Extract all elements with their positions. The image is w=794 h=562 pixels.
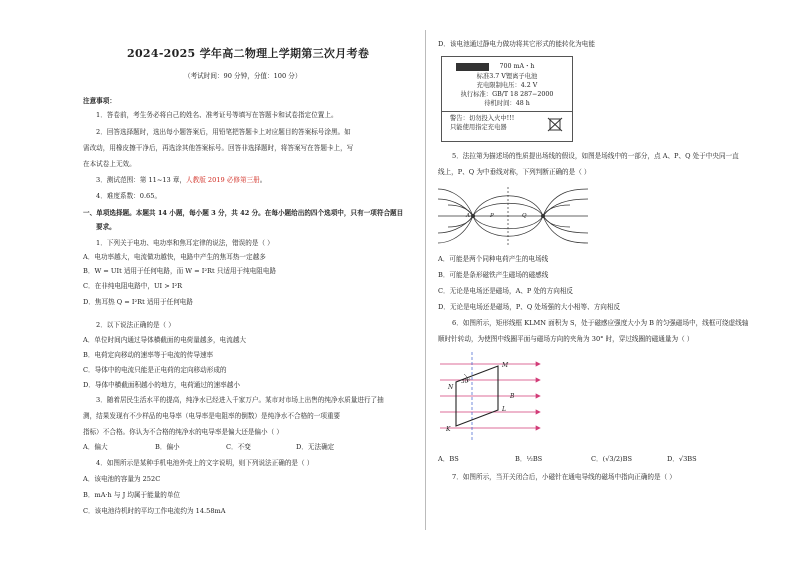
q4-option-b: B．mA·h 与 J 均属于能量的单位 xyxy=(83,491,181,499)
section1-heading: 一、单项选择题。本题共 14 小题，每小题 3 分，共 42 分。在每小题给出的四个选项中，只有一项符合题目 xyxy=(83,209,404,217)
q1-option-d: D．焦耳热 Q = I²Rt 适用于任何电路 xyxy=(83,298,193,306)
q3-line1: 3．随着居民生活水平的提高，纯净水已经进入千家万户。某市对市场上出售的纯净水质量进行了抽 xyxy=(96,396,384,404)
q4-option-d: D．该电池通过静电力做功将其它形式的能转化为电能 xyxy=(438,40,595,48)
note-1: 1．答卷前，考生务必将自己的姓名、准考证号等填写在答题卡和试卷指定位置上。 xyxy=(96,111,338,119)
q3-option-b: B．偏小 xyxy=(155,443,180,451)
q2-option-b: B．电荷定向移动的速率等于电流的传导速率 xyxy=(83,351,214,359)
q3-line2: 测，结果发现有不少样品的电导率（电导率是电阻率的倒数）是纯净水不合格的一项重要 xyxy=(83,412,341,420)
note-2-line3: 在本试卷上无效。 xyxy=(83,160,136,168)
q6-option-c: C．(√3/2)BS xyxy=(591,455,632,463)
notes-heading: 注意事项： xyxy=(83,97,116,105)
battery-warning: 警告：切勿投入火中!!! xyxy=(450,115,515,122)
note-3: 3．测试范围：第 11~13 章，人教版 2019 必修第三册。 xyxy=(96,176,267,184)
q4-option-a: A．该电池的容量为 252C xyxy=(83,475,161,483)
fig-label-n: N xyxy=(448,384,454,391)
fig-label-q: Q xyxy=(522,213,527,219)
q7-stem: 7．如图所示，当开关闭合后，小磁针在通电导线的磁场中指向正确的是（ ） xyxy=(452,473,676,481)
q4-stem: 4．如图所示是某种手机电池外壳上的文字说明，则下列说法正确的是（ ） xyxy=(96,459,314,467)
fig-angle-label: 30° xyxy=(461,379,471,385)
field-lines-figure xyxy=(438,185,588,247)
q3-option-d: D．无法确定 xyxy=(296,443,335,451)
q1-option-b: B．W = UIt 适用于任何电路，而 W = I²Rt 只适用于纯电阻电路 xyxy=(83,267,277,275)
exam-info: （考试时间：90 分钟，分值：100 分） xyxy=(184,72,302,80)
q5-line2: 线上，P、Q 为中垂线对称，下列判断正确的是（ ） xyxy=(438,168,591,176)
q2-option-c: C．导体中的电流只能是正电荷的定向移动形成的 xyxy=(83,366,227,374)
q1-option-a: A．电功率越大，电流做功越快，电路中产生的焦耳热一定越多 xyxy=(83,253,266,261)
q1-option-c: C．在非纯电阻电路中，UI > I²R xyxy=(83,282,183,290)
q6-option-b: B．½BS xyxy=(515,455,543,463)
q6-line1: 6．如图所示，矩形线框 KLMN 面积为 S，处于磁感应强度大小为 B 的匀强磁场中，线框可绕虚线轴 xyxy=(452,319,749,327)
q4-option-c: C．该电池待机时的平均工作电流约为 14.58mA xyxy=(83,507,226,515)
fig-label-l: L xyxy=(502,406,506,413)
note-2-line1: 2．回答选择题时，选出每小题答案后，用铅笔把答题卡上对应题目的答案标号涂黑。如 xyxy=(96,128,351,136)
battery-standby: 待机时间：48 h xyxy=(484,100,530,107)
battery-capacity: 700 mA・h xyxy=(499,63,535,70)
fig-label-p: P xyxy=(490,213,494,219)
fig-label-a: A xyxy=(466,213,470,219)
q2-option-a: A．单位时间内通过导体横截面的电荷量越多，电流越大 xyxy=(83,336,247,344)
note-2-line2: 需改动，用橡皮擦干净后，再选涂其他答案标号。回答非选择题时，将答案写在答题卡上，写 xyxy=(83,144,354,152)
q5-line1: 5．法拉第为描述场的性质提出场线的假设，如图是场线中的一部分，点 A、P、Q 处于中央同一直 xyxy=(452,152,739,160)
q5-option-d: D．无论是电场还是磁场，P、Q 处场强的大小相等、方向相反 xyxy=(438,303,621,311)
q6-option-a: A．BS xyxy=(438,455,459,463)
q5-option-b: B．可能是条形磁铁产生磁场的磁感线 xyxy=(438,271,549,279)
fig-label-k: K xyxy=(446,426,451,433)
column-divider xyxy=(425,30,426,530)
section1-heading-cont: 要求。 xyxy=(96,223,116,231)
q2-option-d: D．导体中横截面积越小的地方，电荷通过的速率越小 xyxy=(83,381,240,389)
note-4: 4．难度系数：0.65。 xyxy=(96,192,162,200)
battery-spec: 标准3.7 V锂离子电池 xyxy=(476,73,538,80)
q1-stem: 1．下列关于电功、电功率和焦耳定律的说法，错误的是（ ） xyxy=(96,239,274,247)
q5-option-a: A．可能是两个同种电荷产生的电场线 xyxy=(438,255,549,263)
fig-label-m: M xyxy=(502,362,509,369)
bin-crossed-icon xyxy=(546,115,564,133)
q6-option-d: D．√3BS xyxy=(667,455,697,463)
battery-charge-voltage: 充电限制电压：4.2 V xyxy=(476,82,538,89)
q5-option-c: C．无论是电场还是磁场，A、P 处的方向相反 xyxy=(438,287,574,295)
battery-standard: 执行标准：GB/T 18 287−2000 xyxy=(460,91,554,98)
battery-label-divider xyxy=(442,111,572,112)
rect-loop-figure xyxy=(436,352,548,444)
note-3-scope: 人教版 2019 必修第三册 xyxy=(186,176,260,184)
q3-option-c: C．不变 xyxy=(226,443,251,451)
battery-label xyxy=(441,56,573,142)
q6-line2: 顺时针转动，为使图中线圈平面与磁场方向的夹角为 30° 时，穿过线圈的磁通量为（ ） xyxy=(438,335,694,343)
q3-option-a: A．偏大 xyxy=(83,443,108,451)
fig-label-b: B xyxy=(510,393,515,400)
battery-charger-note: 只能使用指定充电器 xyxy=(450,124,507,131)
q2-stem: 2．以下说法正确的是（ ） xyxy=(96,321,175,329)
exam-title: 2024-2025 学年高二物理上学期第三次月考卷 xyxy=(127,47,370,60)
q3-line3: 指标）不合格。你认为不合格的纯净水的电导率是偏大还是偏小（ ） xyxy=(83,428,283,436)
